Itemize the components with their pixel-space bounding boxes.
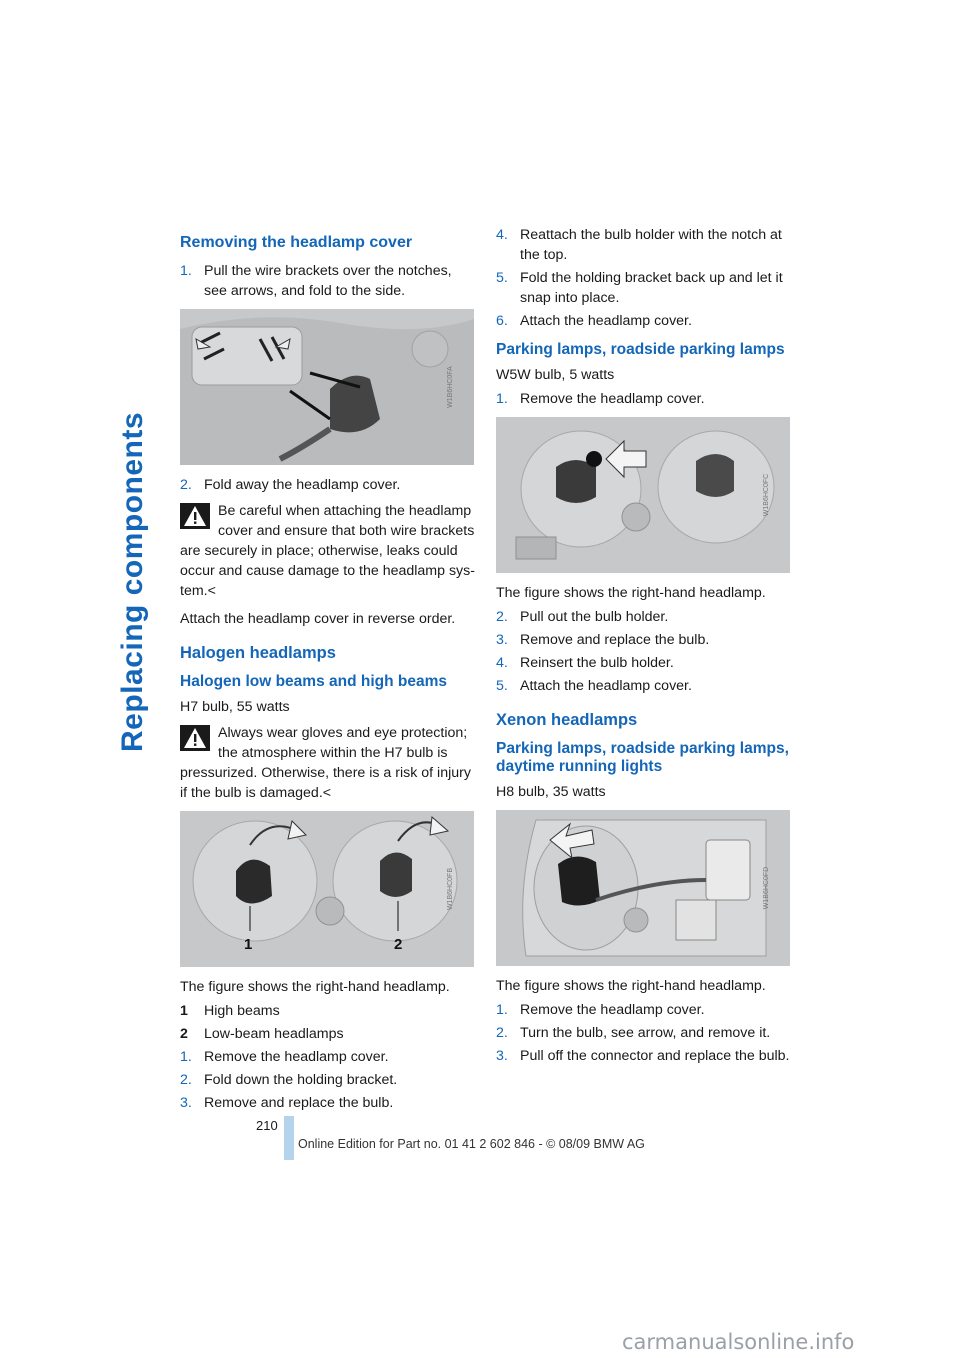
figure-code: W1B6HC0FD — [762, 866, 770, 910]
step-number: 4. — [496, 227, 508, 243]
step-item — [180, 261, 476, 301]
warning-box — [180, 501, 476, 601]
step-text: Pull out the bulb holder. — [520, 609, 669, 625]
figure-caption: The figure shows the right-hand headlamp. — [180, 979, 450, 995]
xenon-headlamp-illustration — [496, 810, 790, 966]
step-text: Remove and replace the bulb. — [204, 1095, 394, 1111]
bulb-spec-h7: H7 bulb, 55 watts — [180, 699, 290, 715]
heading-removing-headlamp-cover: Removing the headlamp cover — [180, 234, 413, 251]
attach-reverse-text: Attach the headlamp cover in reverse order. — [180, 611, 456, 627]
figure-code: W1B6HC0FB — [446, 867, 454, 911]
warning-triangle-icon — [180, 503, 210, 529]
step-number: 2. — [496, 609, 508, 625]
step-number: 4. — [496, 655, 508, 671]
step-text: Reattach the bulb holder with the notch at the top. — [520, 227, 782, 263]
legend-text: High beams — [204, 1003, 280, 1019]
footer-edition-text: Online Edition for Part no. 01 41 2 602 846 - © 08/09 BMW AG — [298, 1137, 645, 1151]
step-text: Pull the wire brackets over the notches, see arrows, and fold to the side. — [204, 263, 452, 299]
figure-halogen-bulbs — [180, 811, 474, 967]
step-number: 2. — [496, 1025, 508, 1041]
parking-lamp-illustration — [496, 417, 790, 573]
page-number: 210 — [256, 1118, 278, 1133]
step-item — [496, 607, 792, 627]
heading-parking-lamps: Parking lamps, roadside parking lamps — [496, 341, 785, 358]
step-item — [496, 1023, 792, 1043]
step-number: 1. — [180, 263, 192, 279]
figure-xenon-bulb — [496, 810, 790, 966]
step-item — [180, 1070, 476, 1090]
figure-parking-lamp-bulb — [496, 417, 790, 573]
step-number: 5. — [496, 270, 508, 286]
step-item — [496, 653, 792, 673]
side-chapter-title-text: Replacing components — [116, 411, 149, 752]
step-number: 5. — [496, 678, 508, 694]
step-text: Remove the headlamp cover. — [204, 1049, 389, 1065]
step-text: Attach the headlamp cover. — [520, 313, 692, 329]
step-number: 3. — [496, 632, 508, 648]
step-text: Fold down the holding bracket. — [204, 1072, 398, 1088]
step-item — [496, 311, 792, 331]
side-chapter-title — [112, 232, 156, 752]
heading-halogen-headlamps: Halogen headlamps — [180, 644, 336, 662]
figure-label-2: 2 — [394, 936, 403, 953]
legend-number: 2 — [180, 1026, 188, 1042]
heading-xenon-parking-lamps: Parking lamps, roadside parking lamps, daytime running lights — [496, 740, 789, 775]
step-text: Reinsert the bulb holder. — [520, 655, 674, 671]
step-item — [496, 389, 792, 409]
step-item — [496, 1046, 792, 1066]
step-number: 2. — [180, 1072, 192, 1088]
figure-code: W1B6HC0FA — [447, 366, 455, 408]
step-number: 2. — [180, 477, 192, 493]
step-text: Fold away the headlamp cover. — [204, 477, 401, 493]
step-number: 3. — [496, 1048, 508, 1064]
legend-item — [180, 1001, 476, 1021]
footer-accent-bar — [284, 1116, 294, 1160]
figure-headlamp-cover-brackets — [180, 309, 474, 465]
step-text: Turn the bulb, see arrow, and remove it. — [520, 1025, 771, 1041]
left-column — [180, 225, 476, 1116]
warning-triangle-icon — [180, 725, 210, 751]
heading-halogen-low-high-beams: Halogen low beams and high beams — [180, 673, 447, 690]
heading-xenon-headlamps: Xenon headlamps — [496, 711, 638, 729]
step-item — [496, 630, 792, 650]
step-text: Pull off the connector and replace the bulb. — [520, 1048, 790, 1064]
step-item — [180, 1047, 476, 1067]
step-item — [496, 225, 792, 265]
step-item — [180, 1093, 476, 1113]
step-item — [496, 676, 792, 696]
bulb-spec-w5w: W5W bulb, 5 watts — [496, 367, 615, 383]
legend-text: Low-beam headlamps — [204, 1026, 344, 1042]
watermark-text[interactable]: carmanualsonline.info — [622, 1330, 855, 1354]
step-number: 6. — [496, 313, 508, 329]
figure-caption: The figure shows the right-hand headlamp. — [496, 585, 766, 601]
step-number: 1. — [496, 1002, 508, 1018]
step-number: 3. — [180, 1095, 192, 1111]
figure-code: W1B6HC0FC — [762, 473, 770, 517]
figure-label-1: 1 — [244, 936, 253, 953]
halogen-headlamp-illustration — [180, 811, 474, 967]
bulb-spec-h8: H8 bulb, 35 watts — [496, 784, 606, 800]
right-column — [496, 225, 792, 1069]
step-item — [496, 268, 792, 308]
step-number: 1. — [180, 1049, 192, 1065]
step-item — [180, 475, 476, 495]
step-text: Remove the headlamp cover. — [520, 391, 705, 407]
headlamp-cover-illustration — [180, 309, 474, 465]
warning-text: Be careful when attaching the headlamp cover and ensure that both wire brackets are securely in place; otherwise, leaks could occur and cause damage to the headlamp sys-tem.< — [180, 503, 475, 599]
warning-text: Always wear gloves and eye protection; the atmosphere within the H7 bulb is pressurized. Otherwise, there is a risk of injury if the bulb is damaged.< — [180, 725, 471, 801]
step-text: Remove the headlamp cover. — [520, 1002, 705, 1018]
legend-item — [180, 1024, 476, 1044]
legend-number: 1 — [180, 1003, 188, 1019]
step-text: Attach the headlamp cover. — [520, 678, 692, 694]
step-text: Remove and replace the bulb. — [520, 632, 710, 648]
step-text: Fold the holding bracket back up and let it snap into place. — [520, 270, 783, 306]
step-item — [496, 1000, 792, 1020]
step-number: 1. — [496, 391, 508, 407]
figure-caption: The figure shows the right-hand headlamp. — [496, 978, 766, 994]
warning-box — [180, 723, 476, 803]
